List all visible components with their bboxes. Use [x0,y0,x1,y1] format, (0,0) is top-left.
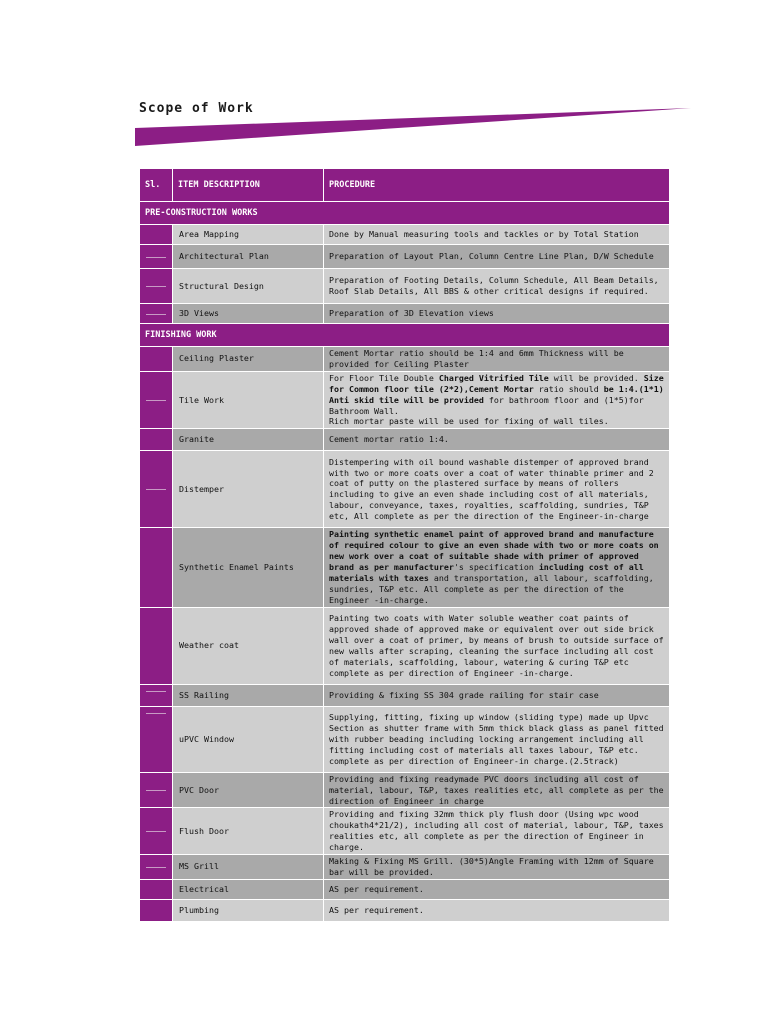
procedure-cell: Preparation of Footing Details, Column Schedule, All Beam Details, Roof Slab Details, All BBS & other critical designs if required. [324,269,670,304]
sl-cell [140,855,173,880]
procedure-cell [324,528,670,607]
item-cell: Architectural Plan [173,245,324,269]
item-cell: SS Railing [173,684,324,706]
enamel-text-bold-1: Painting synthetic enamel paint of approved brand and manufacture of required colour to give an even shade with two or more coats on new work over a coat of suitable shade with primer of approved brand as per manufacturer [329,529,659,573]
header-item-description: ITEM DESCRIPTION [173,169,324,202]
sl-cell [140,371,173,429]
tile-text-4: for bathroom floor and (1*5)for Bathroom Wall. [329,394,644,416]
procedure-cell [324,371,670,429]
item-cell: PVC Door [173,772,324,808]
table-row [140,899,670,921]
procedure-cell: Providing and fixing readymade PVC doors including all cost of material, labour, T&P, taxes realities etc, all complete as per the direction of Engineer in charge [324,772,670,808]
table-header-row [140,169,670,202]
sl-cell [140,304,173,324]
sl-cell [140,225,173,245]
header-sl: Sl. [140,169,173,202]
table-row [140,528,670,607]
item-cell: Plumbing [173,899,324,921]
sl-cell [140,879,173,899]
document-title: Scope of Work [139,101,254,116]
procedure-cell: Supplying, fitting, fixing up window (sliding type) made up Upvc Section as shutter frame with 5mm thick black glass as panel fitted with rubber beading including locking arrangement including all fitting including cost of materials all taxes labour, T&P etc. complete as per direction of Engineer-in charge.(2.5track) [324,706,670,772]
table-row [140,245,670,269]
table-row [140,347,670,372]
item-cell: Flush Door [173,808,324,855]
procedure-cell: Preparation of 3D Elevation views [324,304,670,324]
procedure-cell: AS per requirement. [324,899,670,921]
title-swoosh-decoration [135,106,695,146]
sl-cell [140,245,173,269]
tile-text-bold-3: be 1:4.(1*1) Anti skid tile will be provided [329,383,664,405]
section-title: FINISHING WORK [140,324,670,347]
procedure-cell: Providing & fixing SS 304 grade railing for stair case [324,684,670,706]
procedure-cell: Distempering with oil bound washable distemper of approved brand with two or more coats over a coat of water thinable primer and 2 coat of putty on the plastered surface by means of rollers including to give an even shade including cost of all materials, labour, conveyance, taxes, royalties, scaffolding, sundries, T&P etc, All complete as per the direction of the Engineer-in-charge [324,451,670,528]
sl-cell [140,451,173,528]
scope-table [139,168,670,922]
tile-text-2: will be provided. [548,372,639,383]
sl-cell [140,808,173,855]
sl-cell [140,607,173,684]
enamel-text-2: and transportation, all labour, scaffolding, sundries, T&P etc. All complete as per the direction of the Engineer -in-charge. [329,572,654,605]
procedure-cell: Providing and fixing 32mm thick ply flush door (Using wpc wood choukath4*21/2), including all cost of material, labour, T&P, taxes realities etc, all complete as per the direction of Engineer in charge. [324,808,670,855]
item-cell: Area Mapping [173,225,324,245]
item-cell: uPVC Window [173,706,324,772]
table-row [140,706,670,772]
sl-cell [140,528,173,607]
item-cell: Ceiling Plaster [173,347,324,372]
table-row [140,304,670,324]
enamel-text-bold-2: including cost of all materials with taxes [329,562,644,583]
sl-cell [140,269,173,304]
sl-cell [140,772,173,808]
item-cell: Granite [173,429,324,451]
section-row-finishing [140,324,670,347]
item-cell: Structural Design [173,269,324,304]
item-cell: MS Grill [173,855,324,880]
procedure-cell: Making & Fixing MS Grill. (30*5)Angle Framing with 12mm of Square bar will be provided. [324,855,670,880]
item-cell: Weather coat [173,607,324,684]
tile-text-1: For Floor Tile Double [329,372,439,383]
table-row [140,451,670,528]
table-row [140,879,670,899]
table-row [140,855,670,880]
item-cell: Synthetic Enamel Paints [173,528,324,607]
procedure-cell: AS per requirement. [324,879,670,899]
table-row [140,371,670,429]
item-cell: 3D Views [173,304,324,324]
sl-cell [140,347,173,372]
table-row [140,607,670,684]
procedure-cell: Cement Mortar ratio should be 1:4 and 6mm Thickness will be provided for Ceiling Plaster [324,347,670,372]
table-row [140,808,670,855]
procedure-cell: Done by Manual measuring tools and tackles or by Total Station [324,225,670,245]
item-cell: Tile Work [173,371,324,429]
procedure-cell: Cement mortar ratio 1:4. [324,429,670,451]
procedure-cell: Preparation of Layout Plan, Column Centre Line Plan, D/W Schedule [324,245,670,269]
tile-text-5: Rich mortar paste will be used for fixing of wall tiles. [329,416,609,427]
header-procedure: PROCEDURE [324,169,670,202]
scope-table-container [139,168,669,922]
table-row [140,429,670,451]
table-row [140,269,670,304]
table-row [140,684,670,706]
tile-text-3: ratio should [533,383,604,394]
item-cell: Distemper [173,451,324,528]
tile-text-bold-2: Size for Common floor tile (2*2),Cement Mortar [329,372,664,394]
sl-cell [140,429,173,451]
table-row [140,225,670,245]
item-cell: Electrical [173,879,324,899]
enamel-text-1: 's specification [453,562,539,573]
sl-cell [140,684,173,706]
section-row-pre-construction [140,202,670,225]
procedure-cell: Painting two coats with Water soluble weather coat paints of approved shade of approved make or equivalent over out side brick wall over a coat of primer, by means of brush to outside surface of new walls after scraping, cleaning the surface including all cost of materials, scaffolding, labour, watering & curing T&P etc complete as per direction of Engineer -in-charge. [324,607,670,684]
sl-cell [140,899,173,921]
table-row [140,772,670,808]
section-title: PRE-CONSTRUCTION WORKS [140,202,670,225]
tile-text-bold-1: Charged Vitrified Tile [438,372,549,383]
sl-cell [140,706,173,772]
